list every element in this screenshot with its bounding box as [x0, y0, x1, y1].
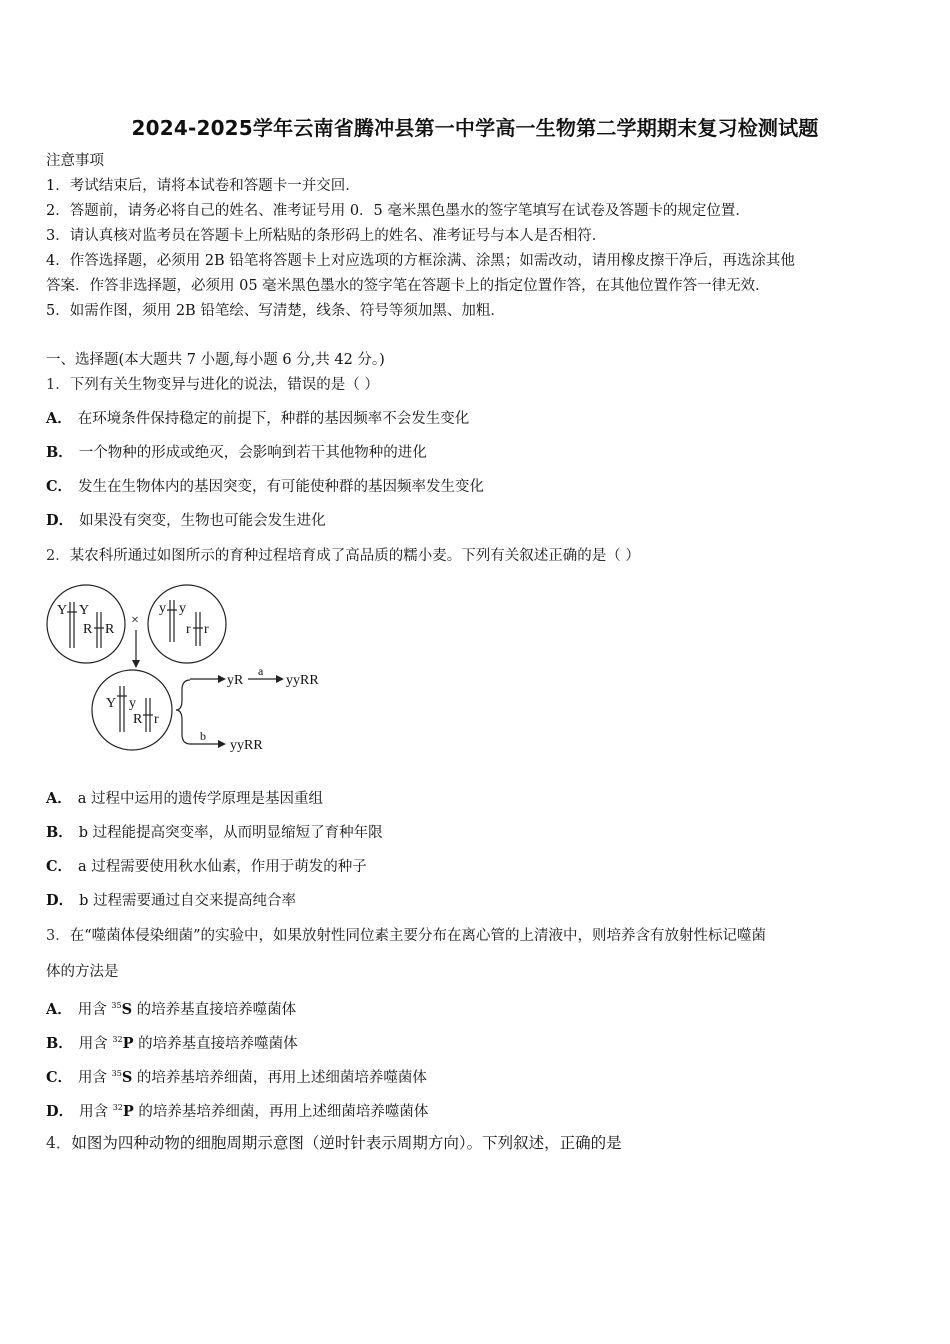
- p1-allele-left-top: Y: [57, 603, 68, 618]
- isotope-element: S: [121, 1069, 133, 1086]
- option-label: A．: [46, 410, 72, 427]
- p1-allele-left-bottom: R: [83, 622, 93, 637]
- question-text: 如图为四种动物的细胞周期示意图（逆时针表示周期方向）。下列叙述，正确的是: [71, 1134, 622, 1152]
- notice-item: 1．考试结束后，请将本试卷和答题卡一并交回．: [46, 178, 360, 194]
- option-text-pre: 用含: [78, 1036, 113, 1052]
- p2-allele-left-top: y: [159, 601, 166, 616]
- option-text-pre: 用含: [79, 1104, 113, 1120]
- option-label: D．: [46, 512, 74, 529]
- q2-option-a: [46, 789, 323, 809]
- q1-option-c: [46, 477, 484, 497]
- q2-option-d: [46, 891, 296, 911]
- question-4-stem: [46, 1133, 622, 1153]
- option-text-post: 的培养基直接培养噬菌体: [133, 1036, 298, 1052]
- question-1-stem: [46, 375, 379, 395]
- option-text-post: 的培养基培养细菌，再用上述细菌培养噬菌体: [133, 1104, 429, 1120]
- p1-allele-right-top: Y: [79, 603, 90, 618]
- option-text-pre: 用含: [78, 1070, 112, 1086]
- result-a-label: yyRR: [286, 673, 319, 688]
- option-text: a 过程中运用的遗传学原理是基因重组: [77, 791, 324, 807]
- process-a-label: a: [258, 664, 264, 678]
- notice-item: 2．答题前，请务必将自己的姓名、准考证号用 0．5 毫米黑色墨水的签字笔填写在试卷及答题卡的规定位置．: [46, 203, 750, 219]
- option-label: B．: [46, 824, 73, 841]
- q2-option-c: [46, 857, 367, 877]
- option-label: C．: [46, 478, 73, 495]
- option-text-post: 的培养基直接培养噬菌体: [132, 1002, 297, 1018]
- p2-allele-left-bottom: r: [186, 622, 191, 637]
- option-label: D．: [46, 892, 74, 909]
- option-label: A．: [46, 1001, 72, 1018]
- question-3-stem-cont: 体的方法是: [46, 964, 119, 980]
- isotope-mass: 35: [111, 1069, 122, 1078]
- option-text-pre: 用含: [77, 1002, 112, 1018]
- f1-allele-left-top: Y: [106, 696, 117, 711]
- option-label: C．: [46, 1069, 73, 1086]
- notice-item: 答案．作答非选择题，必须用 05 毫米黑色墨水的签字笔在答题卡上的指定位置作答，在其他位置作答一律无效．: [46, 278, 770, 294]
- f1-allele-left-bottom: R: [133, 712, 143, 727]
- q3-option-a: [46, 996, 296, 1020]
- isotope-mass: 35: [111, 1001, 122, 1010]
- q1-option-a: [46, 409, 469, 429]
- notice-item: 3．请认真核对监考员在答题卡上所粘贴的条形码上的姓名、准考证号与本人是否相符．: [46, 228, 607, 244]
- q2-option-b: [46, 823, 383, 843]
- option-label: C．: [46, 858, 73, 875]
- option-text: 在环境条件保持稳定的前提下，种群的基因频率不会发生变化: [77, 411, 470, 427]
- p2-allele-right-top: y: [179, 601, 186, 616]
- f1-allele-right-top: y: [129, 696, 136, 711]
- process-b-label: b: [200, 729, 206, 743]
- isotope-element: P: [122, 1035, 134, 1052]
- f1-allele-right-bottom: r: [154, 712, 159, 727]
- question-number: 4．: [46, 1134, 72, 1152]
- p1-allele-right-bottom: R: [105, 622, 115, 637]
- notice-item: 4．作答选择题，必须用 2B 铅笔将答题卡上对应选项的方框涂满、涂黑；如需改动，请用橡皮擦干净后，再选涂其他: [46, 253, 795, 269]
- result-b-label: yyRR: [230, 738, 263, 753]
- question-2-stem: [46, 546, 640, 566]
- question-text: 在“噬菌体侵染细菌”的实验中，如果放射性同位素主要分布在离心管的上清液中，则培养含有放射性标记噬菌: [69, 928, 767, 944]
- isotope-mass: 32: [112, 1035, 123, 1044]
- isotope-element: S: [121, 1001, 133, 1018]
- q3-option-b: [46, 1030, 298, 1054]
- option-label: B．: [46, 1035, 73, 1052]
- question-number: 2．: [46, 548, 70, 564]
- q3-option-d: [46, 1098, 428, 1122]
- isotope-mass: 32: [112, 1103, 123, 1112]
- question-number: 3．: [46, 928, 70, 944]
- notice-heading: 注意事项: [46, 153, 104, 169]
- q3-option-c: [46, 1064, 427, 1088]
- breeding-diagram: [40, 582, 340, 764]
- option-text: b 过程需要通过自交来提高纯合率: [79, 893, 296, 909]
- section-heading: 一、选择题(本大题共 7 小题,每小题 6 分,共 42 分。): [46, 352, 385, 368]
- question-number: 1．: [46, 377, 70, 393]
- question-text: 某农科所通过如图所示的育种过程培育成了高品质的糯小麦。下列有关叙述正确的是（ ）: [69, 548, 640, 564]
- gamete-label: yR: [227, 673, 244, 688]
- option-label: B．: [46, 444, 73, 461]
- option-text: 发生在生物体内的基因突变，有可能使种群的基因频率发生变化: [78, 479, 485, 495]
- option-text: b 过程能提高突变率，从而明显缩短了育种年限: [78, 825, 383, 841]
- option-text: a 过程需要使用秋水仙素，作用于萌发的种子: [78, 859, 367, 875]
- question-3-stem: [46, 926, 766, 946]
- p2-allele-right-bottom: r: [204, 622, 209, 637]
- cross-symbol: ×: [131, 613, 139, 628]
- question-text: 下列有关生物变异与进化的说法，错误的是（ ）: [69, 377, 379, 393]
- notice-item: 5．如需作图，须用 2B 铅笔绘、写清楚，线条、符号等须加黑、加粗．: [46, 303, 505, 319]
- option-text: 如果没有突变，生物也可能会发生进化: [79, 513, 326, 529]
- q1-option-d: [46, 511, 326, 531]
- option-text: 一个物种的形成或绝灭，会影响到若干其他物种的进化: [78, 445, 427, 461]
- q1-option-b: [46, 443, 427, 463]
- isotope-element: P: [122, 1103, 134, 1120]
- option-text-post: 的培养基培养细菌，再用上述细菌培养噬菌体: [132, 1070, 427, 1086]
- page-title: 2024-2025学年云南省腾冲县第一中学高一生物第二学期期末复习检测试题: [131, 116, 819, 140]
- option-label: A．: [46, 790, 72, 807]
- option-label: D．: [46, 1103, 74, 1120]
